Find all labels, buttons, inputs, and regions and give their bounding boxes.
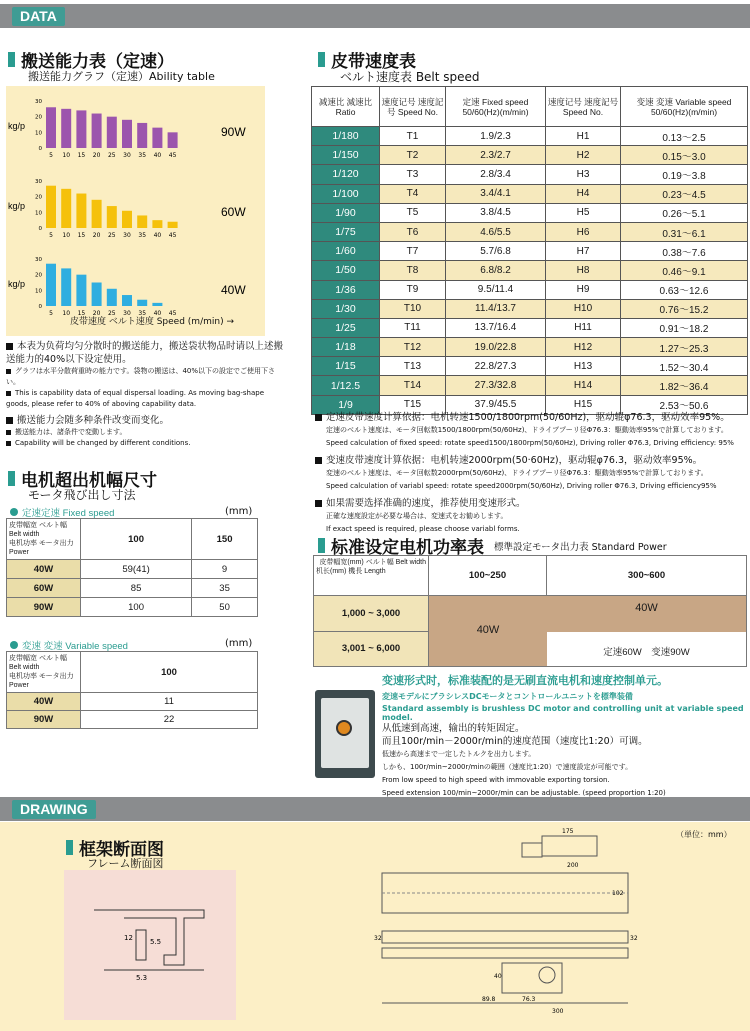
chart-bar <box>122 120 132 148</box>
belt-fixed-speed-cell: 5.7/6.8 <box>446 242 546 261</box>
belt-fixed-no-cell: T5 <box>380 203 446 222</box>
belt-ratio-cell: 1/15 <box>312 357 380 376</box>
speed-note-exact-cn: 如果需要选择准确的速度，推荐使用变速形式。 <box>315 497 747 510</box>
belt-speed-row <box>312 146 748 165</box>
chart-bar <box>107 117 117 148</box>
variable-corner-header: 皮带幅宽 ベルト幅 Belt width 电机功率 モータ出力 Power <box>7 652 81 693</box>
chart-bar <box>46 107 56 148</box>
chart-bar <box>76 110 86 148</box>
belt-var-no-cell: H15 <box>546 395 621 414</box>
chart-xtick-label: 5 <box>49 152 53 159</box>
belt-var-speed-cell: 0.38～7.6 <box>621 242 748 261</box>
chart-xtick-label: 30 <box>123 232 131 239</box>
ability-charts <box>6 86 265 336</box>
chart-ytick-label: 30 <box>35 257 42 263</box>
belt-var-no-cell: H1 <box>546 127 621 146</box>
speed-knob-icon <box>336 720 352 736</box>
variable-lines <box>382 722 747 800</box>
belt-fixed-speed-cell: 3.4/4.1 <box>446 184 546 203</box>
variable-row-label: 40W <box>7 693 81 711</box>
chart-xtick-label: 45 <box>168 152 177 159</box>
belt-fixed-speed-cell: 13.7/16.4 <box>446 318 546 337</box>
belt-var-speed-cell: 0.26～5.1 <box>621 203 748 222</box>
belt-fixed-speed-cell: 27.3/32.8 <box>446 376 546 395</box>
svg-text:76.3: 76.3 <box>522 996 536 1003</box>
belt-fixed-no-cell: T6 <box>380 222 446 241</box>
belt-speed-row <box>312 165 748 184</box>
belt-speed-row <box>312 318 748 337</box>
belt-fixed-no-cell: T12 <box>380 338 446 357</box>
belt-var-no-cell: H5 <box>546 203 621 222</box>
variable-l2: 而且100r/min－2000r/min的速度范围（速度比1:20）可调。 <box>382 736 648 747</box>
chart-xtick-label: 25 <box>107 152 116 159</box>
svg-text:175: 175 <box>562 828 574 835</box>
chart-bar <box>107 206 117 228</box>
chart-bar <box>76 194 86 228</box>
belt-var-speed-cell: 1.82～36.4 <box>621 376 748 395</box>
chart-ylabel: kg/p <box>8 121 26 131</box>
fixed-cell: 50 <box>192 598 258 617</box>
chart-ytick-label: 10 <box>35 288 42 295</box>
belt-hdr-ratio: 减速比 減速比 Ratio <box>312 87 380 127</box>
variable-l4: しかも、100r/min~2000r/minの範囲（速度比1:20）で速度設定が可能です。 <box>382 763 633 771</box>
belt-var-speed-cell: 0.91～18.2 <box>621 318 748 337</box>
chart-xaxis-label: 皮带速度 ベルト速度 Speed (m/min) → <box>70 317 234 327</box>
fixed-cell: 9 <box>192 560 258 579</box>
chart-bar <box>137 215 147 228</box>
chart-xtick-label: 10 <box>62 152 71 159</box>
chart-bar <box>61 189 71 228</box>
belt-ratio-cell: 1/25 <box>312 318 380 337</box>
belt-var-speed-cell: 0.63～12.6 <box>621 280 748 299</box>
belt-fixed-no-cell: T2 <box>380 146 446 165</box>
chart-bar <box>152 303 162 306</box>
belt-ratio-cell: 1/75 <box>312 222 380 241</box>
chart-bar <box>168 222 178 228</box>
chart-xtick-label: 15 <box>77 232 86 239</box>
fixed-speed-label: 定速定速 Fixed speed <box>10 505 114 519</box>
svg-text:102: 102 <box>612 890 624 897</box>
power-corner-header: 皮带幅宽(mm) ベルト幅 Belt width 机长(mm) 機長 Length <box>314 556 429 596</box>
unit-label: (mm) <box>225 506 253 517</box>
belt-var-no-cell: H14 <box>546 376 621 395</box>
belt-ratio-cell: 1/180 <box>312 127 380 146</box>
belt-fixed-speed-cell: 9.5/11.4 <box>446 280 546 299</box>
heading-marker-icon <box>66 840 73 855</box>
heading-marker-icon <box>318 52 325 67</box>
belt-var-no-cell: H13 <box>546 357 621 376</box>
belt-ratio-cell: 1/36 <box>312 280 380 299</box>
chart-ylabel: kg/p <box>8 279 26 289</box>
belt-fixed-no-cell: T10 <box>380 299 446 318</box>
belt-var-no-cell: H4 <box>546 184 621 203</box>
belt-var-no-cell: H11 <box>546 318 621 337</box>
svg-text:40: 40 <box>494 973 502 980</box>
belt-fixed-no-cell: T11 <box>380 318 446 337</box>
belt-ratio-cell: 1/12.5 <box>312 376 380 395</box>
belt-ratio-cell: 1/18 <box>312 338 380 357</box>
belt-fixed-speed-cell: 1.9/2.3 <box>446 127 546 146</box>
belt-fixed-speed-cell: 11.4/13.7 <box>446 299 546 318</box>
belt-fixed-speed-cell: 2.3/2.7 <box>446 146 546 165</box>
notes-right <box>315 411 747 536</box>
unit-label: (mm) <box>225 638 253 649</box>
chart-bar <box>46 264 56 306</box>
belt-speed-row <box>312 376 748 395</box>
variable-col-100: 100 <box>81 652 258 693</box>
belt-ratio-cell: 1/150 <box>312 146 380 165</box>
belt-fixed-no-cell: T3 <box>380 165 446 184</box>
belt-var-speed-cell: 0.46～9.1 <box>621 261 748 280</box>
chart-ytick-label: 30 <box>35 99 42 105</box>
chart-bar <box>122 211 132 228</box>
power-table <box>313 555 747 667</box>
ability-subtitle: 搬送能力グラフ（定速）Ability table <box>28 70 215 83</box>
belt-speed-row <box>312 222 748 241</box>
belt-var-speed-cell: 0.19～3.8 <box>621 165 748 184</box>
svg-text:200: 200 <box>567 862 579 869</box>
notes-left <box>6 340 286 449</box>
frame-section-title: 框架断面图 <box>66 835 164 860</box>
chart-xtick-label: 45 <box>168 232 177 239</box>
belt-var-no-cell: H12 <box>546 338 621 357</box>
belt-fixed-no-cell: T4 <box>380 184 446 203</box>
belt-speed-row <box>312 127 748 146</box>
belt-var-no-cell: H8 <box>546 261 621 280</box>
chart-ylabel: kg/p <box>8 201 26 211</box>
fixed-cell: 85 <box>81 579 192 598</box>
belt-var-no-cell: H10 <box>546 299 621 318</box>
variable-l6: Speed extension 100/min~2000r/min can be adjustable. (speed proportion 1:20) <box>382 789 666 797</box>
belt-var-no-cell: H9 <box>546 280 621 299</box>
belt-var-speed-cell: 0.76～15.2 <box>621 299 748 318</box>
fixed-width-table <box>6 518 258 617</box>
chart-power-label: 40W <box>221 283 246 297</box>
chart-ytick-label: 30 <box>35 179 42 185</box>
power-col-300-600: 300~600 <box>547 556 746 596</box>
chart-xtick-label: 30 <box>123 152 131 159</box>
chart-xtick-label: 5 <box>49 232 53 239</box>
controller-image <box>315 690 375 778</box>
belt-speed-row <box>312 299 748 318</box>
chart-bar <box>92 283 102 307</box>
chart-bar <box>92 200 102 228</box>
variable-cell: 11 <box>81 693 258 711</box>
note-en-2: Capability will be changed by different conditions. <box>6 438 286 449</box>
drawing-section-bar <box>0 797 750 821</box>
belt-ratio-cell: 1/90 <box>312 203 380 222</box>
chart-power-label: 90W <box>221 125 246 139</box>
chart-bar <box>122 295 132 306</box>
fixed-cell: 100 <box>81 598 192 617</box>
note-cn-2: 搬送能力会随多种条件改变而变化。 <box>6 414 286 427</box>
speed-note-exact-jp: 正確な速度設定が必要な場合は、変速式をお勧めします。 <box>326 512 508 520</box>
belt-fixed-no-cell: T14 <box>380 376 446 395</box>
belt-fixed-speed-cell: 22.8/27.3 <box>446 357 546 376</box>
speed-note-var-en: Speed calculation of variabl speed: rotate speed2000rpm(50/60Hz), Driving roller Φ76.3, Driving efficiency95% <box>326 482 717 490</box>
belt-speed-subtitle: ベルト速度表 Belt speed <box>340 70 480 84</box>
heading-marker-icon <box>8 52 15 67</box>
note-cn-1: 本表为负荷均匀分散时的搬送能力，搬送袋状物品时请以上述搬送能力的40%以下设定使用。 <box>6 341 284 365</box>
svg-text:5.3: 5.3 <box>136 974 148 982</box>
belt-var-speed-cell: 2.53～50.6 <box>621 395 748 414</box>
belt-hdr-variable: 变速 変速 Variable speed 50/60(Hz)(m/min) <box>621 87 748 127</box>
fixed-col-100: 100 <box>81 519 192 560</box>
svg-text:5.5: 5.5 <box>150 938 162 946</box>
chart-ytick-label: 20 <box>35 194 42 201</box>
ability-title-text: 搬送能力表（定速） <box>21 52 174 72</box>
variable-row-label: 90W <box>7 711 81 729</box>
fixed-cell: 35 <box>192 579 258 598</box>
belt-fixed-speed-cell: 6.8/8.2 <box>446 261 546 280</box>
frame-section-subtitle: フレーム断面図 <box>87 857 164 870</box>
power-row-1000-3000: 1,000 ~ 3,000 <box>314 596 429 632</box>
power-row-3001-6000: 3,001 ~ 6,000 <box>314 632 429 666</box>
belt-var-speed-cell: 0.31～6.1 <box>621 222 748 241</box>
chart-bar <box>168 132 178 148</box>
belt-var-speed-cell: 1.52～30.4 <box>621 357 748 376</box>
belt-speed-row <box>312 242 748 261</box>
heading-marker-icon <box>8 471 15 486</box>
speed-note-fixed-en: Speed calculation of fixed speed: rotate speed1500/1800rpm(50/60Hz), Driving roller Φ76.3, Driving efficiency: 95% <box>326 439 734 447</box>
chart-xtick-label: 5 <box>49 310 53 317</box>
chart-xtick-label: 25 <box>107 310 116 317</box>
belt-fixed-speed-cell: 19.0/22.8 <box>446 338 546 357</box>
fixed-row-label: 60W <box>7 579 81 598</box>
belt-speed-row <box>312 280 748 299</box>
chart-xtick-label: 15 <box>77 152 86 159</box>
chart-xtick-label: 40 <box>153 152 162 159</box>
fixed-col-150: 150 <box>192 519 258 560</box>
chart-ytick-label: 10 <box>35 130 42 137</box>
belt-var-no-cell: H3 <box>546 165 621 184</box>
variable-width-table <box>6 651 258 729</box>
svg-text:32: 32 <box>630 935 638 942</box>
chart-xtick-label: 40 <box>153 310 162 317</box>
heading-marker-icon <box>318 538 325 553</box>
chart-bar <box>76 275 86 306</box>
belt-var-no-cell: H2 <box>546 146 621 165</box>
power-60w-90w: 定速60W 变速90W <box>603 647 690 658</box>
note-en-1: This is capability data of equal dispersal loading. As moving bag-shape goods, please refer to 40% of aboving capability data. <box>6 389 265 408</box>
chart-xtick-label: 25 <box>107 232 116 239</box>
fixed-row-label: 90W <box>7 598 81 617</box>
variable-l5: From low speed to high speed with immovable exporting torsion. <box>382 776 610 784</box>
belt-speed-row <box>312 261 748 280</box>
chart-bar <box>61 268 71 306</box>
chart-bar <box>61 109 71 148</box>
belt-var-speed-cell: 1.27～25.3 <box>621 338 748 357</box>
belt-fixed-no-cell: T9 <box>380 280 446 299</box>
power-col-100-250: 100~250 <box>429 556 547 596</box>
frame-cross-section <box>64 870 236 1020</box>
fixed-row-label: 40W <box>7 560 81 579</box>
drawing-section-label: DRAWING <box>12 800 96 819</box>
belt-fixed-no-cell: T15 <box>380 395 446 414</box>
speed-note-var-jp: 変速のベルト速度は、モータ回転数2000rpm(50/60Hz)、ドライブプーリ径Φ76.3：駆動効率95%で計算しております。 <box>326 469 708 477</box>
belt-speed-row <box>312 203 748 222</box>
note-jp-1: グラフは水平分散荷重時の能力です。袋物の搬送は、40%以下の設定でご使用下さい。 <box>6 367 275 386</box>
motor-width-title: 电机超出机幅尺寸 <box>8 466 157 491</box>
belt-ratio-cell: 1/100 <box>312 184 380 203</box>
chart-ytick-label: 20 <box>35 114 42 121</box>
chart-xtick-label: 45 <box>168 310 177 317</box>
svg-text:12: 12 <box>124 934 133 942</box>
fixed-corner-header: 皮带幅宽 ベルト幅 Belt width 电机功率 モータ出力 Power <box>7 519 81 560</box>
belt-speed-row <box>312 338 748 357</box>
belt-fixed-no-cell: T13 <box>380 357 446 376</box>
chart-power-label: 60W <box>221 205 246 219</box>
data-section-label: DATA <box>12 7 65 26</box>
variable-cell: 22 <box>81 711 258 729</box>
belt-ratio-cell: 1/50 <box>312 261 380 280</box>
speed-note-var-cn: 变速皮带速度计算依据：电机转速2000rpm(50·60Hz)，驱动辊φ76.3，驱动效率95%。 <box>315 454 747 467</box>
variable-l1: 从低速到高速，输出的转矩固定。 <box>382 723 525 734</box>
belt-var-no-cell: H6 <box>546 222 621 241</box>
svg-text:89.8: 89.8 <box>482 996 496 1003</box>
belt-fixed-speed-cell: 4.6/5.5 <box>446 222 546 241</box>
chart-xtick-label: 40 <box>153 232 162 239</box>
belt-speed-title: 皮带速度表 <box>318 47 416 72</box>
chart-xtick-label: 20 <box>92 152 101 159</box>
belt-speed-row <box>312 184 748 203</box>
chart-xtick-label: 35 <box>138 152 147 159</box>
belt-var-no-cell: H7 <box>546 242 621 261</box>
belt-fixed-no-cell: T7 <box>380 242 446 261</box>
belt-fixed-speed-cell: 2.8/3.4 <box>446 165 546 184</box>
fixed-cell: 59(41) <box>81 560 192 579</box>
belt-speed-row <box>312 357 748 376</box>
chart-ytick-label: 10 <box>35 210 42 217</box>
belt-hdr-fixed: 定速 Fixed speed 50/60(Hz)(m/min) <box>446 87 546 127</box>
chart-xtick-label: 10 <box>62 232 71 239</box>
belt-fixed-speed-cell: 37.9/45.5 <box>446 395 546 414</box>
note-jp-2: 搬送能力は、諸条件で変動します。 <box>6 427 286 438</box>
power-40w-narrow: 40W <box>476 624 500 636</box>
belt-ratio-cell: 1/120 <box>312 165 380 184</box>
variable-head: 变速形式时，标准装配的是无刷直流电机和速度控制单元。 <box>382 674 668 687</box>
variable-en: Standard assembly is brushless DC motor and controlling unit at variable speed model. <box>382 704 744 722</box>
belt-ratio-cell: 1/30 <box>312 299 380 318</box>
variable-speed-label: 変速 変速 Variable speed <box>10 638 128 652</box>
belt-hdr-speedno-fixed: 速度记号 速度記号 Speed No. <box>380 87 446 127</box>
belt-var-speed-cell: 0.13～2.5 <box>621 127 748 146</box>
variable-l3: 低速から高速まで一定したトルクを出力します。 <box>382 750 536 758</box>
chart-ytick-label: 0 <box>38 304 42 310</box>
chart-xtick-label: 35 <box>138 310 147 317</box>
belt-ratio-cell: 1/9 <box>312 395 380 414</box>
chart-xtick-label: 35 <box>138 232 147 239</box>
belt-hdr-speedno-var: 速度记号 速度記号 Speed No. <box>546 87 621 127</box>
chart-ytick-label: 20 <box>35 272 42 279</box>
power-title: 标准设定电机功率表 標準設定モータ出力表 Standard Power <box>318 533 667 558</box>
svg-text:32: 32 <box>374 935 382 942</box>
variable-jp: 変速モデルにブラシレスDCモータとコントロールユニットを標準装備 <box>382 692 633 701</box>
belt-fixed-no-cell: T8 <box>380 261 446 280</box>
chart-bar <box>137 300 147 306</box>
drawing-unit: （単位：mm） <box>676 830 732 839</box>
chart-bar <box>107 289 117 306</box>
belt-fixed-speed-cell: 3.8/4.5 <box>446 203 546 222</box>
chart-xtick-label: 20 <box>92 232 101 239</box>
chart-ytick-label: 0 <box>38 226 42 232</box>
motor-width-subtitle: モータ飛び出し寸法 <box>28 488 136 502</box>
chart-bar <box>152 220 162 228</box>
data-section-bar <box>0 4 750 28</box>
speed-note-exact-en: If exact speed is required, please choose variabl forms. <box>326 525 520 533</box>
speed-note-fixed-jp: 定速のベルト速度は、モータ回転数1500/1800rpm(50/60Hz)、ドライブプーリ径Φ76.3：駆動効率95%で計算しております。 <box>326 426 728 434</box>
speed-note-fixed-cn: 定速皮带速度计算依据：电机转速1500/1800rpm(50/60Hz)，驱动辊φ76.3，驱动效率95%。 <box>315 411 747 424</box>
assembly-drawing <box>372 823 638 1023</box>
chart-xtick-label: 30 <box>123 310 131 317</box>
belt-fixed-no-cell: T1 <box>380 127 446 146</box>
chart-bar <box>46 186 56 228</box>
belt-var-speed-cell: 0.23～4.5 <box>621 184 748 203</box>
power-40w-wide: 40W <box>635 602 658 614</box>
chart-ytick-label: 0 <box>38 146 42 152</box>
belt-var-speed-cell: 0.15～3.0 <box>621 146 748 165</box>
chart-xtick-label: 20 <box>92 310 101 317</box>
belt-speed-table <box>311 86 748 415</box>
belt-ratio-cell: 1/60 <box>312 242 380 261</box>
chart-bar <box>92 114 102 148</box>
chart-bar <box>152 128 162 148</box>
chart-xtick-label: 10 <box>62 310 71 317</box>
chart-bar <box>137 123 147 148</box>
svg-text:300: 300 <box>552 1008 564 1015</box>
chart-xtick-label: 15 <box>77 310 86 317</box>
